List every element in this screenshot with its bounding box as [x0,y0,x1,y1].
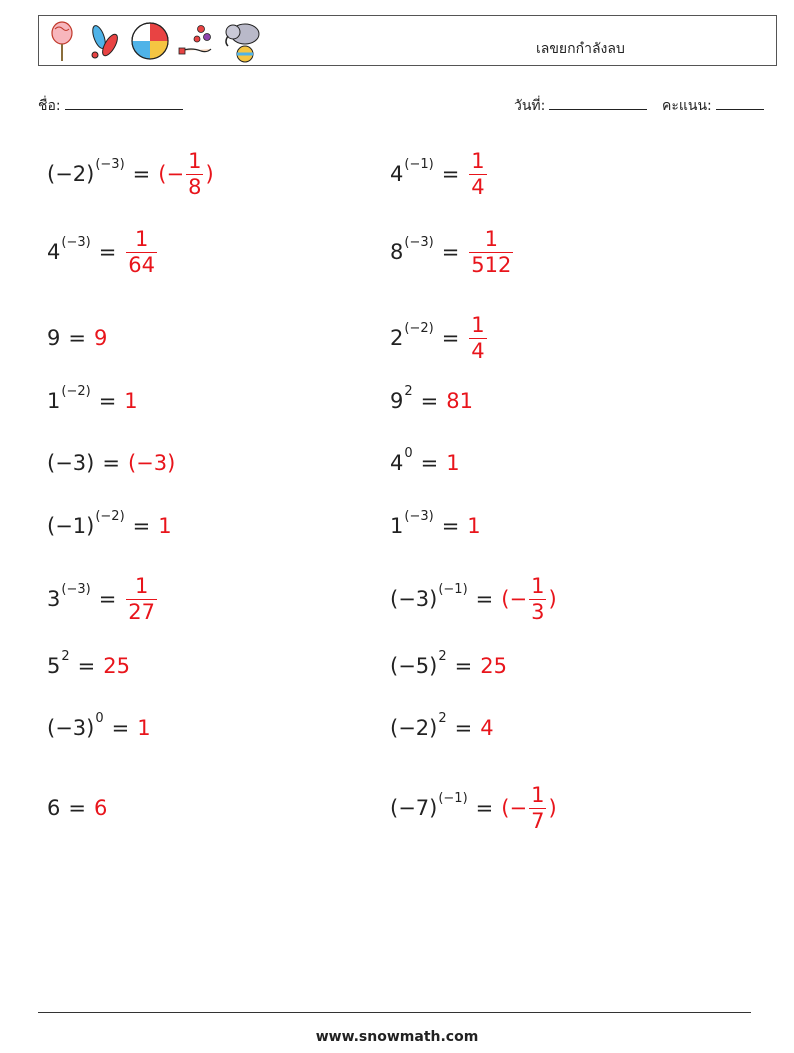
name-field [38,95,183,117]
juggling-clubs-icon [85,19,123,63]
fraction-denominator: 4 [471,174,485,199]
problem-item [390,496,481,556]
beach-ball-icon [129,19,171,63]
equals-sign: = [441,326,460,350]
answer [480,716,493,740]
problem-exponent: 2 [438,710,447,726]
date-label: วันที่: [514,98,546,114]
problem-item [390,433,460,493]
fraction-denominator: 512 [471,252,512,277]
answer [158,514,171,538]
equals-sign: = [441,240,460,264]
answer-suffix: ) [205,162,214,186]
answer [124,573,159,624]
answer [124,226,159,277]
problem-exponent: 2 [404,383,413,399]
problem-expression [390,790,468,820]
score-blank[interactable] [716,95,764,110]
fraction-denominator: 4 [471,338,485,363]
answer-fraction [126,573,157,624]
problem-base: 9 [390,389,404,413]
problem-expression [390,581,468,611]
answer [124,389,137,413]
equals-sign: = [132,514,151,538]
problem-expression [390,383,413,413]
fraction-denominator: 3 [531,599,545,624]
problem-item [390,636,507,696]
answer-value: 25 [480,654,507,678]
equals-sign: = [441,514,460,538]
answer-prefix: (− [501,587,528,611]
worksheet-header [38,15,777,66]
date-field [514,95,647,117]
problem-item [47,778,107,838]
problem-expression [47,451,94,475]
problem-expression [47,508,125,538]
problem-item [390,308,489,368]
problem-expression [47,710,104,740]
problem-expression [390,648,447,678]
problem-exponent: (−3) [61,234,91,250]
cotton-candy-icon [45,19,79,63]
problem-base: 5 [47,654,61,678]
problem-expression [47,796,60,820]
score-field [662,95,764,117]
problem-item [47,636,130,696]
name-label: ชื่อ: [38,98,61,114]
problem-exponent: (−1) [404,156,434,172]
problem-expression [390,156,434,186]
answer-value: 4 [480,716,494,740]
equals-sign: = [475,587,494,611]
problem-base: (−3) [47,451,95,475]
answer [501,782,557,833]
problem-item [47,308,107,368]
problem-expression [47,326,60,350]
equals-sign: = [68,796,86,820]
answer-value: 1 [467,514,481,538]
answer [446,389,473,413]
equals-sign: = [98,389,117,413]
answer-prefix: (− [501,796,528,820]
problem-item [390,371,473,431]
problem-base: 8 [390,240,404,264]
score-label: คะแนน: [662,98,712,114]
problem-item [390,698,494,758]
problem-item [47,433,175,493]
answer [467,226,515,277]
equals-sign: = [111,716,130,740]
answer-value: 1 [137,716,151,740]
answer-fraction [469,148,486,199]
problem-expression [390,320,434,350]
problem-expression [390,234,434,264]
equals-sign: = [420,451,439,475]
problem-item [47,698,151,758]
juggling-balls-icon [177,19,215,63]
fraction-numerator: 1 [134,226,149,251]
equals-sign: = [98,240,117,264]
date-blank[interactable] [549,95,647,110]
problem-expression [47,581,91,611]
problem-item [47,144,214,204]
answer-fraction [186,148,203,199]
answer-value: 6 [93,796,108,820]
problem-exponent: 2 [61,648,70,664]
problem-base: 1 [390,514,404,538]
problem-exponent: (−2) [404,320,434,336]
problem-expression [47,648,70,678]
problem-base: (−3) [47,716,95,740]
problem-base: 4 [390,162,404,186]
answer [128,451,175,475]
answer-prefix: (− [158,162,185,186]
equals-sign: = [475,796,494,820]
problem-base: 9 [47,326,61,350]
fraction-numerator: 1 [484,226,499,251]
problem-item [47,371,138,431]
answer [94,796,107,820]
problem-base: (−2) [47,162,95,186]
answer [446,451,459,475]
problem-base: 2 [390,326,404,350]
answer-fraction [529,782,546,833]
problem-base: (−3) [390,587,438,611]
fraction-numerator: 1 [471,148,485,173]
answer-fraction [126,226,157,277]
answer-fraction [469,312,486,363]
problem-expression [47,383,91,413]
answer [158,148,214,199]
equals-sign: = [441,162,460,186]
equals-sign: = [454,654,473,678]
problem-exponent: 0 [95,710,104,726]
answer-suffix: ) [548,796,557,820]
problem-expression [390,508,434,538]
answer [103,654,130,678]
problem-exponent: (−2) [95,508,125,524]
equals-sign: = [68,326,86,350]
problem-expression [47,156,125,186]
problem-item [390,222,515,282]
equals-sign: = [77,654,96,678]
problem-exponent: 2 [438,648,447,664]
answer [94,326,107,350]
problem-item [47,222,159,282]
footer-divider [38,1012,751,1013]
problem-base: 3 [47,587,61,611]
answer [467,514,480,538]
answer [467,312,488,363]
problem-base: 1 [47,389,61,413]
problem-base: (−5) [390,654,438,678]
header-icons [45,18,263,64]
circus-elephant-icon [221,18,263,64]
fraction-denominator: 8 [188,174,202,199]
problem-expression [390,710,447,740]
problem-expression [390,445,413,475]
answer-value: 1 [124,389,138,413]
answer-suffix: ) [548,587,557,611]
answer [501,573,557,624]
fraction-denominator: 7 [531,808,545,833]
answer [467,148,488,199]
fraction-numerator: 1 [531,782,545,807]
problem-item [47,569,159,629]
problem-exponent: 0 [404,445,413,461]
equals-sign: = [420,389,439,413]
answer-value: 81 [446,389,473,413]
problem-item [390,778,557,838]
answer-value: (−3) [127,451,176,475]
answer-fraction [469,226,513,277]
worksheet-title: เลขยกกำลังลบ [536,41,625,57]
problem-base: (−7) [390,796,438,820]
problem-item [390,569,557,629]
answer [137,716,150,740]
equals-sign: = [454,716,473,740]
answer-value: 25 [103,654,130,678]
fraction-numerator: 1 [188,148,202,173]
fraction-numerator: 1 [471,312,485,337]
problem-exponent: (−3) [404,234,434,250]
equals-sign: = [132,162,151,186]
fraction-numerator: 1 [134,573,149,598]
problem-exponent: (−3) [95,156,125,172]
problem-base: (−2) [390,716,438,740]
answer-value: 9 [93,326,108,350]
problem-exponent: (−3) [404,508,434,524]
footer-url: www.snowmath.com [315,1029,479,1045]
answer-value: 1 [446,451,460,475]
problem-base: (−1) [47,514,95,538]
equals-sign: = [98,587,117,611]
problem-item [390,144,489,204]
problem-exponent: (−1) [438,581,468,597]
fraction-numerator: 1 [531,573,545,598]
answer [480,654,507,678]
problem-exponent: (−2) [61,383,91,399]
answer-value: 1 [158,514,172,538]
fraction-denominator: 64 [128,252,156,277]
fraction-denominator: 27 [128,599,156,624]
problem-item [47,496,172,556]
problem-base: 4 [47,240,61,264]
problem-base: 6 [47,796,61,820]
problem-expression [47,234,91,264]
problem-exponent: (−3) [61,581,91,597]
equals-sign: = [102,451,120,475]
problem-exponent: (−1) [438,790,468,806]
problem-base: 4 [390,451,404,475]
answer-fraction [529,573,546,624]
name-blank[interactable] [65,95,183,110]
